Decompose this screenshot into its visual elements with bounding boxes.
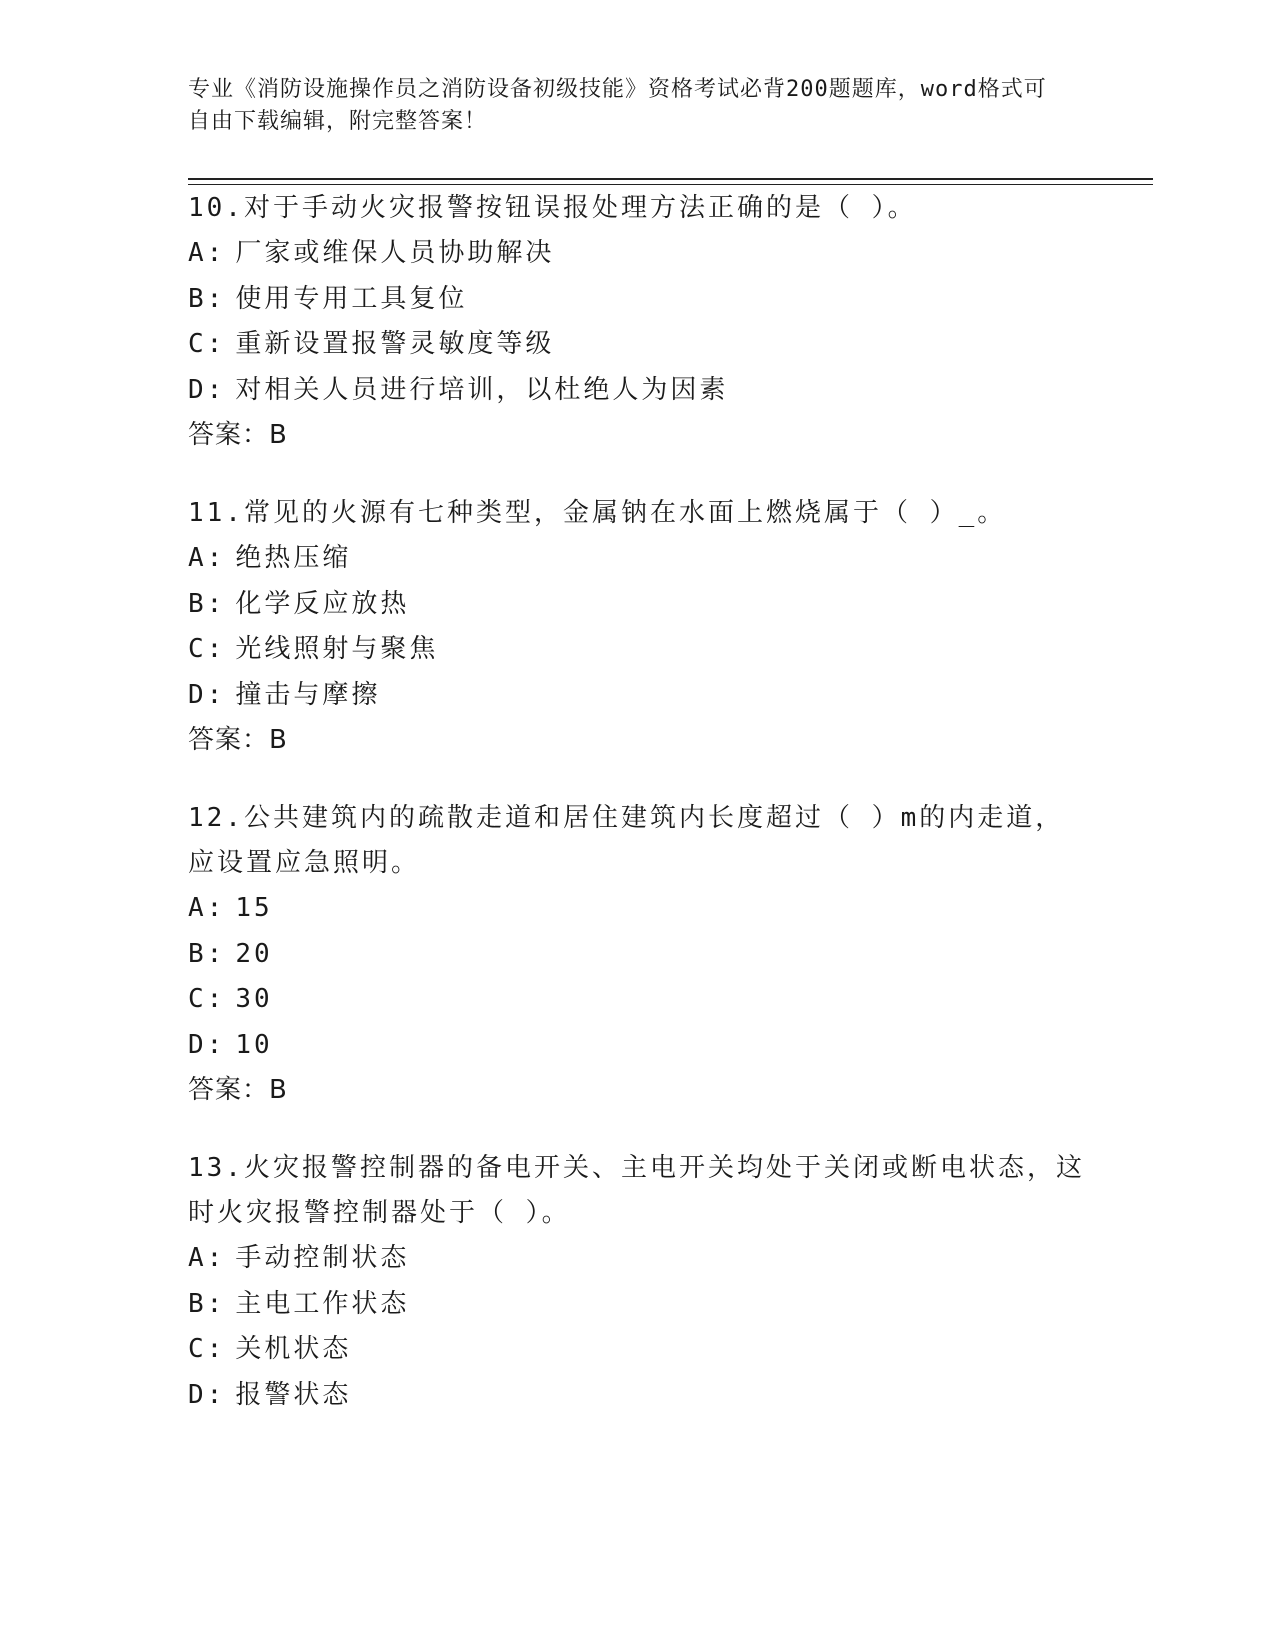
option-c xyxy=(188,322,1088,368)
question-11 xyxy=(188,491,1088,763)
question-12 xyxy=(188,796,1088,1113)
option-text: 重新设置报警灵敏度等级 xyxy=(235,329,555,359)
option-letter: D: xyxy=(188,374,226,405)
question-stem: 13.火灾报警控制器的备电开关、主电开关均处于关闭或断电状态，这时火灾报警控制器处于（ ）。 xyxy=(188,1153,1085,1228)
option-text: 厂家或维保人员协助解决 xyxy=(235,238,555,268)
option-letter: A: xyxy=(188,238,226,268)
option-text: 对相关人员进行培训，以杜绝人为因素 xyxy=(235,374,729,405)
option-letter: D: xyxy=(188,679,226,710)
question-stem: 12.公共建筑内的疏散走道和居住建筑内长度超过（ ）m的内走道，应设置应急照明。 xyxy=(188,803,1065,878)
option-a xyxy=(188,886,1088,932)
option-text: 使用专用工具复位 xyxy=(235,283,468,314)
option-text: 报警状态 xyxy=(235,1379,352,1410)
option-c xyxy=(188,627,1088,673)
answer-line: 答案：B xyxy=(188,1075,288,1105)
option-letter: A: xyxy=(188,893,226,923)
option-letter: B: xyxy=(188,588,226,619)
option-letter: C: xyxy=(188,329,226,359)
option-c xyxy=(188,977,1088,1023)
option-a xyxy=(188,1236,1088,1282)
option-text: 光线照射与聚焦 xyxy=(235,634,439,664)
option-d xyxy=(188,673,1088,719)
option-text: 绝热压缩 xyxy=(235,543,352,573)
question-stem: 10.对于手动火灾报警按钮误报处理方法正确的是（ ）。 xyxy=(188,193,917,223)
question-10 xyxy=(188,186,1088,458)
question-13 xyxy=(188,1146,1088,1418)
option-letter: C: xyxy=(188,1334,226,1364)
option-c xyxy=(188,1327,1088,1373)
option-b xyxy=(188,582,1088,628)
option-text: 撞击与摩擦 xyxy=(235,679,381,710)
option-text: 化学反应放热 xyxy=(235,588,410,619)
option-d xyxy=(188,368,1088,414)
option-letter: A: xyxy=(188,543,226,573)
option-letter: C: xyxy=(188,984,226,1014)
option-text: 20 xyxy=(235,938,273,969)
option-text: 主电工作状态 xyxy=(235,1288,410,1319)
answer-line: 答案：B xyxy=(188,420,288,450)
option-letter: B: xyxy=(188,938,226,969)
option-text: 手动控制状态 xyxy=(235,1243,410,1273)
option-letter: B: xyxy=(188,1288,226,1319)
option-b xyxy=(188,1282,1088,1328)
option-letter: D: xyxy=(188,1029,226,1060)
option-b xyxy=(188,277,1088,323)
option-a xyxy=(188,231,1088,277)
option-b xyxy=(188,932,1088,978)
option-letter: A: xyxy=(188,1243,226,1273)
option-text: 15 xyxy=(235,893,273,923)
question-stem: 11.常见的火源有七种类型，金属钠在水面上燃烧属于（ ）_。 xyxy=(188,498,1007,528)
option-letter: C: xyxy=(188,634,226,664)
option-a xyxy=(188,536,1088,582)
header-divider xyxy=(188,178,1153,185)
option-d xyxy=(188,1023,1088,1069)
option-text: 关机状态 xyxy=(235,1334,352,1364)
document-intro: 专业《消防设施操作员之消防设备初级技能》资格考试必背200题题库，word格式可自由下载编辑，附完整答案！ xyxy=(188,77,1047,134)
option-letter: D: xyxy=(188,1379,226,1410)
option-d xyxy=(188,1373,1088,1419)
option-text: 10 xyxy=(235,1029,273,1060)
answer-line: 答案：B xyxy=(188,725,288,755)
option-text: 30 xyxy=(235,984,273,1014)
option-letter: B: xyxy=(188,283,226,314)
